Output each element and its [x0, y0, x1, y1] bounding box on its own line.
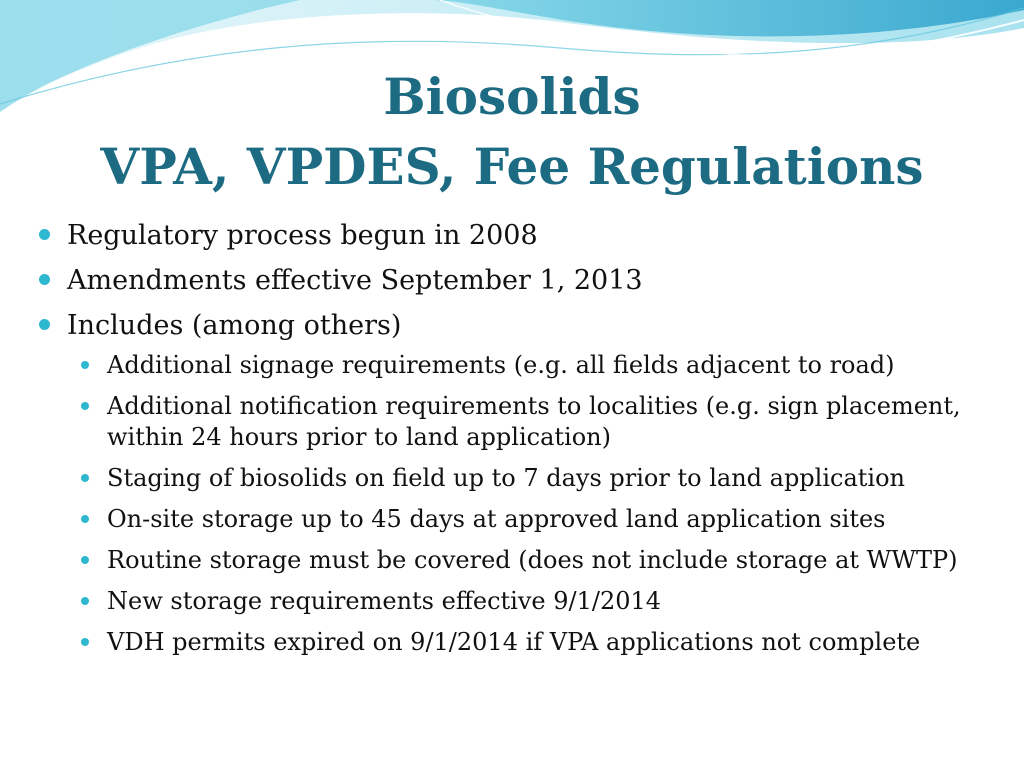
title-line-1: Biosolids — [383, 67, 641, 126]
sub-bullet-item: Staging of biosolids on field up to 7 days prior to land application — [107, 463, 1004, 494]
sub-bullet-item: Additional notification requirements to localities (e.g. sign placement, within 24 hours prior to land application) — [107, 391, 1004, 453]
bullet-item: Amendments effective September 1, 2013 — [67, 264, 1024, 297]
bullet-item-label: Includes (among others) — [67, 310, 402, 341]
title-line-2: VPA, VPDES, Fee Regulations — [100, 137, 924, 196]
sub-bullet-item: Additional signage requirements (e.g. all fields adjacent to road) — [107, 350, 1004, 381]
bullet-item-includes — [67, 309, 1024, 658]
sub-bullet-item: New storage requirements effective 9/1/2014 — [107, 586, 1004, 617]
sub-bullet-item: VDH permits expired on 9/1/2014 if VPA applications not complete — [107, 627, 1004, 658]
bullet-item: Regulatory process begun in 2008 — [67, 219, 1024, 252]
sub-bullet-item: On-site storage up to 45 days at approved land application sites — [107, 504, 1004, 535]
slide-title — [0, 62, 1024, 202]
bullet-list — [0, 219, 1024, 670]
sub-bullet-list — [107, 350, 1024, 658]
sub-bullet-item: Routine storage must be covered (does not include storage at WWTP) — [107, 545, 1004, 576]
